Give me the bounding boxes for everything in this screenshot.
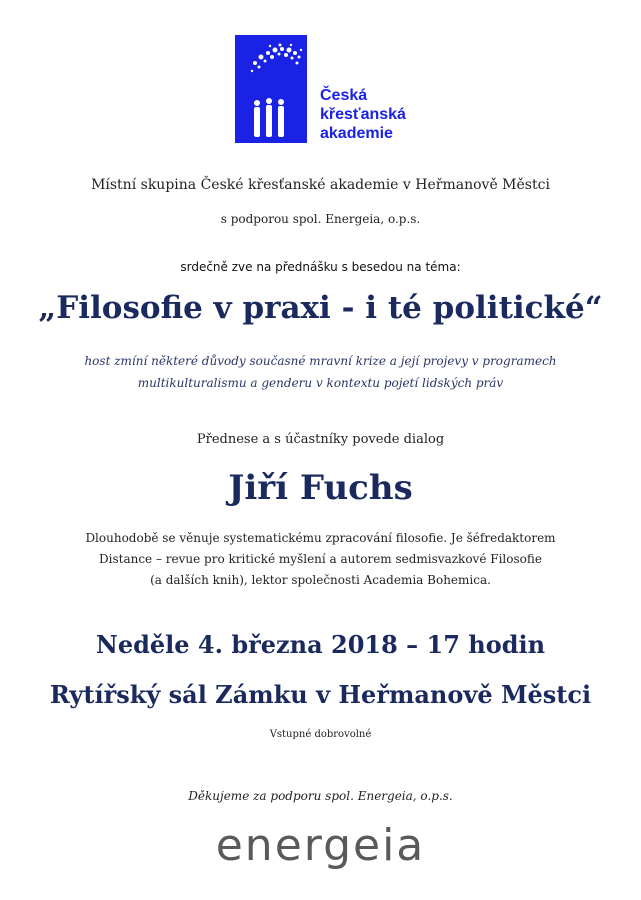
thanks-line: Děkujeme za podporu spol. Energeia, o.p.s. <box>188 789 453 803</box>
description-line: multikulturalismu a genderu v kontextu pojetí lidských práv <box>137 376 504 390</box>
speaker-bio <box>0 528 641 591</box>
invitation-line: srdečně zve na přednášku s besedou na téma: <box>180 260 461 274</box>
bio-line: Distance – revue pro kritické myšlení a autorem sedmisvazkové Filosofie <box>99 552 542 566</box>
topic-description <box>0 350 641 394</box>
event-venue: Rytířský sál Zámku v Heřmanově Městci <box>49 680 592 709</box>
entry-note: Vstupné dobrovolné <box>269 729 372 740</box>
bio-line: Dlouhodobě se věnuje systematickému zpracování filosofie. Je šéfredaktorem <box>85 531 556 545</box>
logo-line: křesťanská <box>320 106 406 123</box>
description-line: host zmíní některé důvody současné mravní krize a její projevy v programech <box>84 354 557 368</box>
support-line: s podporou spol. Energeia, o.p.s. <box>220 212 421 226</box>
cka-logo-icon <box>235 35 307 143</box>
cka-logo-text <box>320 86 440 143</box>
presenter-intro: Přednese a s účastníky povede dialog <box>196 432 445 447</box>
energeia-logo: energeia <box>215 820 426 871</box>
event-date: Neděle 4. března 2018 – 17 hodin <box>95 630 546 659</box>
logo-line: akademie <box>320 125 393 142</box>
lecture-topic: „Filosofie v praxi - i té politické“ <box>38 290 603 326</box>
bio-line: (a dalších knih), lektor společnosti Academia Bohemica. <box>150 573 491 587</box>
logo-line: Česká <box>320 87 368 104</box>
speaker-name: Jiří Fuchs <box>228 468 413 508</box>
organizer-line: Místní skupina České křesťanské akademie v Heřmanově Městci <box>91 177 550 193</box>
